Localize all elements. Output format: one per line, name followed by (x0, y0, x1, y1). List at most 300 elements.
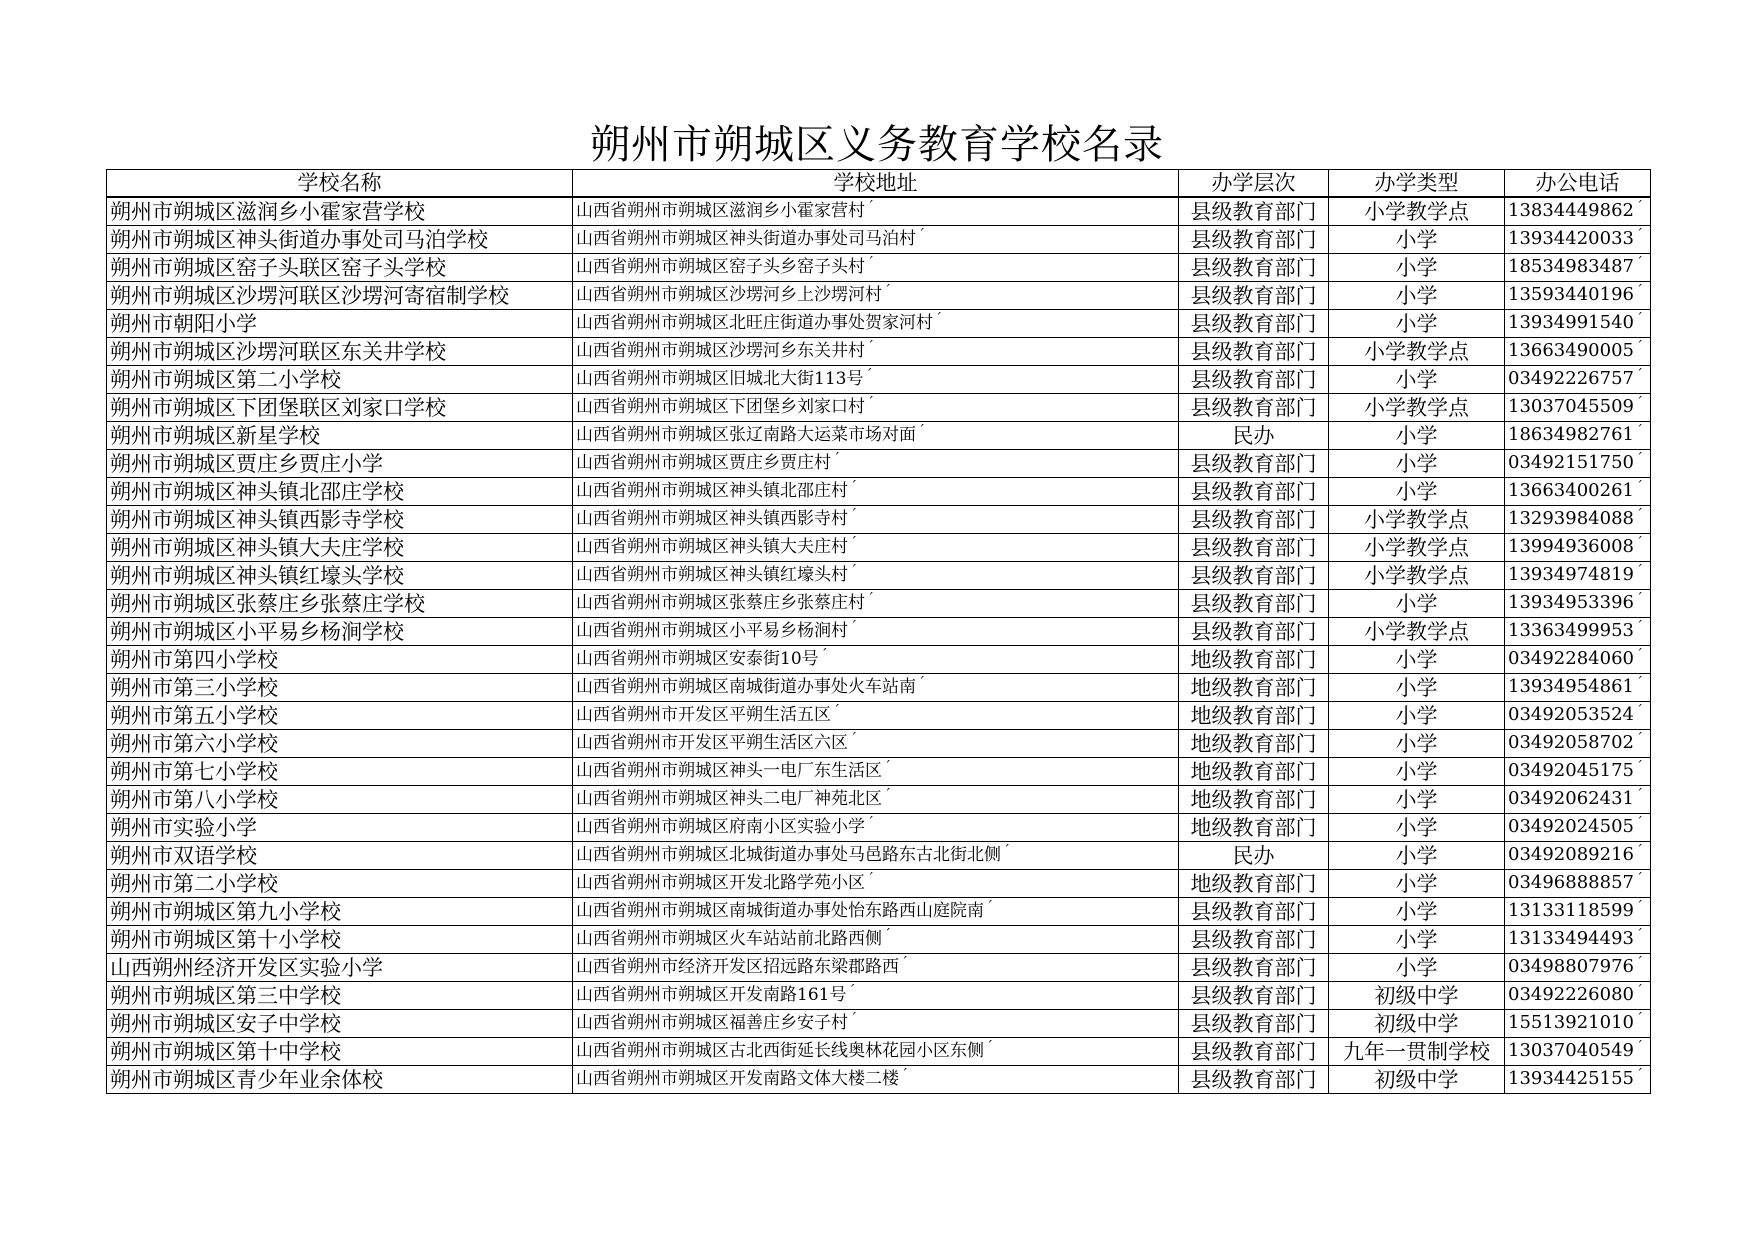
office-phone-cell (1505, 450, 1651, 478)
school-type-cell-text: 小学教学点 (1364, 619, 1469, 644)
school-address-cell (573, 226, 1179, 254)
text-format-marker: ´ (1635, 955, 1643, 971)
school-address-cell (573, 1066, 1179, 1094)
text-format-marker: ´ (1635, 1067, 1643, 1083)
school-type-cell (1329, 478, 1505, 506)
school-level-cell (1179, 478, 1329, 506)
office-phone-cell (1505, 1066, 1651, 1094)
school-type-cell-text: 小学 (1395, 367, 1438, 392)
school-type-cell (1329, 982, 1505, 1010)
school-name-cell-text: 朔州市朔城区第十中学校 (110, 1039, 341, 1064)
table-row (107, 394, 1651, 422)
school-name-cell-text: 朔州市第八小学校 (110, 787, 278, 812)
school-address-cell-text: 山西省朔州市朔城区南城街道办事处怡东路西山庭院南 (576, 901, 984, 921)
school-level-cell-text: 县级教育部门 (1190, 619, 1317, 644)
school-address-cell-text: 山西省朔州市朔城区滋润乡小霍家营村 (576, 201, 865, 221)
school-type-cell-text: 小学 (1395, 731, 1438, 756)
school-name-cell (107, 338, 573, 366)
school-address-cell (573, 1010, 1179, 1038)
school-address-cell (573, 562, 1179, 590)
table-row (107, 674, 1651, 702)
school-name-cell (107, 226, 573, 254)
school-type-cell-text: 小学 (1395, 955, 1438, 980)
office-phone-cell-text: 13934425155 (1508, 1068, 1634, 1089)
school-type-cell-text: 小学教学点 (1364, 535, 1469, 560)
school-level-cell (1179, 954, 1329, 982)
school-address-cell-text: 山西省朔州市朔城区北旺庄街道办事处贺家河村 (576, 313, 933, 333)
school-level-cell-text: 县级教育部门 (1190, 199, 1317, 224)
school-name-cell (107, 758, 573, 786)
school-name-cell (107, 702, 573, 730)
text-format-marker: ´ (850, 479, 857, 495)
school-name-cell-text: 朔州市朔城区第二小学校 (110, 367, 341, 392)
school-name-cell (107, 1038, 573, 1066)
text-format-marker: ´ (850, 563, 857, 579)
school-name-cell (107, 982, 573, 1010)
office-phone-cell-text: 13934420033 (1508, 228, 1634, 249)
table-row (107, 954, 1651, 982)
text-format-marker: ´ (867, 255, 874, 271)
school-level-cell-text: 县级教育部门 (1190, 1039, 1317, 1064)
school-level-cell-text: 县级教育部门 (1190, 927, 1317, 952)
school-name-cell-text: 朔州市朝阳小学 (110, 311, 257, 336)
school-type-cell-text: 小学 (1395, 255, 1438, 280)
school-name-cell (107, 1010, 573, 1038)
school-name-cell (107, 926, 573, 954)
text-format-marker: ´ (1635, 1011, 1643, 1027)
school-roster-table (106, 169, 1651, 1094)
office-phone-cell (1505, 478, 1651, 506)
text-format-marker: ´ (867, 591, 874, 607)
office-phone-cell-text: 13363499953 (1508, 620, 1634, 641)
school-name-cell (107, 562, 573, 590)
school-type-cell-text: 小学 (1395, 899, 1438, 924)
school-level-cell (1179, 1010, 1329, 1038)
school-type-cell (1329, 394, 1505, 422)
table-row (107, 534, 1651, 562)
office-phone-cell-text: 03496888857 (1508, 872, 1634, 893)
text-format-marker: ´ (865, 367, 873, 383)
school-name-cell (107, 197, 573, 226)
office-phone-cell (1505, 506, 1651, 534)
text-format-marker: ´ (850, 507, 857, 523)
school-type-cell (1329, 842, 1505, 870)
school-type-cell (1329, 786, 1505, 814)
school-address-cell (573, 478, 1179, 506)
school-address-cell-text: 山西省朔州市朔城区安泰街10号 (576, 649, 819, 669)
school-address-cell-text: 山西省朔州市朔城区神头二电厂神苑北区 (576, 789, 882, 809)
office-phone-cell-text: 03492151750 (1508, 452, 1634, 473)
office-phone-cell (1505, 254, 1651, 282)
school-address-cell (573, 534, 1179, 562)
school-level-cell (1179, 226, 1329, 254)
school-address-cell-text: 山西省朔州市朔城区开发北路学苑小区 (576, 873, 865, 893)
text-format-marker: ´ (1635, 927, 1643, 943)
school-level-cell-text: 民办 (1232, 423, 1275, 448)
table-row (107, 310, 1651, 338)
school-level-cell (1179, 814, 1329, 842)
text-format-marker: ´ (867, 815, 874, 831)
school-type-cell-text: 小学教学点 (1364, 563, 1469, 588)
text-format-marker: ´ (1635, 759, 1643, 775)
text-format-marker: ´ (918, 227, 925, 243)
table-row (107, 590, 1651, 618)
school-name-cell-text: 朔州市朔城区滋润乡小霍家营学校 (110, 199, 425, 224)
text-format-marker: ´ (1635, 451, 1643, 467)
school-type-cell-text: 小学 (1395, 283, 1438, 308)
table-row (107, 842, 1651, 870)
school-address-cell-text: 山西省朔州市朔城区窑子头乡窑子头村 (576, 257, 865, 277)
office-phone-cell-text: 13934953396 (1508, 592, 1634, 613)
school-type-cell-text: 小学 (1395, 227, 1438, 252)
school-level-cell-text: 民办 (1232, 843, 1275, 868)
school-level-cell-text: 县级教育部门 (1190, 227, 1317, 252)
school-address-cell (573, 618, 1179, 646)
school-address-cell (573, 870, 1179, 898)
table-row (107, 226, 1651, 254)
table-row (107, 870, 1651, 898)
office-phone-cell (1505, 226, 1651, 254)
table-row (107, 646, 1651, 674)
school-level-cell (1179, 982, 1329, 1010)
office-phone-cell (1505, 702, 1651, 730)
school-type-cell-text: 小学 (1395, 647, 1438, 672)
school-address-cell (573, 450, 1179, 478)
office-phone-cell (1505, 842, 1651, 870)
school-type-cell-text: 小学教学点 (1364, 395, 1469, 420)
text-format-marker: ´ (1635, 843, 1643, 859)
table-row (107, 450, 1651, 478)
school-type-cell-text: 初级中学 (1374, 983, 1459, 1008)
school-name-cell-text: 山西朔州经济开发区实验小学 (110, 955, 383, 980)
text-format-marker: ´ (884, 787, 891, 803)
school-type-cell (1329, 702, 1505, 730)
table-row (107, 786, 1651, 814)
table-row (107, 814, 1651, 842)
school-level-cell (1179, 786, 1329, 814)
school-type-cell-text: 小学 (1395, 843, 1438, 868)
text-format-marker: ´ (918, 675, 925, 691)
school-type-cell-text: 小学 (1395, 675, 1438, 700)
school-level-cell-text: 地级教育部门 (1190, 647, 1317, 672)
school-address-cell-text: 山西省朔州市朔城区开发南路文体大楼二楼 (576, 1069, 899, 1089)
school-name-cell (107, 506, 573, 534)
office-phone-cell-text: 13133118599 (1508, 900, 1634, 921)
school-address-cell (573, 786, 1179, 814)
office-phone-cell (1505, 786, 1651, 814)
header-office-phone: 办公电话 (1505, 170, 1651, 198)
school-type-cell (1329, 954, 1505, 982)
school-name-cell-text: 朔州市第五小学校 (110, 703, 278, 728)
text-format-marker: ´ (850, 1011, 857, 1027)
school-type-cell-text: 小学 (1395, 815, 1438, 840)
office-phone-cell-text: 18634982761 (1508, 424, 1634, 445)
header-school-type: 办学类型 (1329, 170, 1505, 198)
school-address-cell-text: 山西省朔州市朔城区神头镇北邵庄村 (576, 481, 848, 501)
school-level-cell-text: 县级教育部门 (1190, 451, 1317, 476)
table-row (107, 366, 1651, 394)
school-address-cell (573, 366, 1179, 394)
office-phone-cell-text: 03492058702 (1508, 732, 1634, 753)
table-row (107, 422, 1651, 450)
text-format-marker: ´ (918, 423, 925, 439)
school-name-cell-text: 朔州市朔城区青少年业余体校 (110, 1067, 383, 1092)
school-name-cell (107, 478, 573, 506)
text-format-marker: ´ (848, 983, 856, 999)
text-format-marker: ´ (1635, 395, 1643, 411)
school-level-cell (1179, 254, 1329, 282)
text-format-marker: ´ (1635, 479, 1643, 495)
school-level-cell-text: 县级教育部门 (1190, 899, 1317, 924)
school-level-cell (1179, 870, 1329, 898)
text-format-marker: ´ (1635, 899, 1643, 915)
school-address-cell-text: 山西省朔州市经济开发区招远路东梁郡路西 (576, 957, 899, 977)
school-type-cell (1329, 870, 1505, 898)
school-address-cell (573, 254, 1179, 282)
school-address-cell (573, 394, 1179, 422)
text-format-marker: ´ (1635, 423, 1643, 439)
text-format-marker: ´ (1635, 675, 1643, 691)
office-phone-cell (1505, 338, 1651, 366)
text-format-marker: ´ (1003, 843, 1010, 859)
school-type-cell (1329, 534, 1505, 562)
school-address-cell-text: 山西省朔州市朔城区福善庄乡安子村 (576, 1013, 848, 1033)
text-format-marker: ´ (901, 1067, 908, 1083)
school-name-cell-text: 朔州市朔城区神头镇北邵庄学校 (110, 479, 404, 504)
text-format-marker: ´ (1635, 535, 1643, 551)
school-name-cell-text: 朔州市朔城区第十小学校 (110, 927, 341, 952)
office-phone-cell (1505, 646, 1651, 674)
school-type-cell (1329, 506, 1505, 534)
school-type-cell (1329, 1038, 1505, 1066)
school-level-cell (1179, 1066, 1329, 1094)
school-name-cell-text: 朔州市朔城区神头街道办事处司马泊学校 (110, 227, 488, 252)
school-address-cell-text: 山西省朔州市开发区平朔生活五区 (576, 705, 831, 725)
school-type-cell (1329, 282, 1505, 310)
text-format-marker: ´ (1635, 563, 1643, 579)
school-type-cell (1329, 1066, 1505, 1094)
school-level-cell-text: 县级教育部门 (1190, 563, 1317, 588)
school-type-cell-text: 小学 (1395, 591, 1438, 616)
text-format-marker: ´ (1635, 619, 1643, 635)
school-type-cell (1329, 1010, 1505, 1038)
office-phone-cell (1505, 1010, 1651, 1038)
table-row (107, 618, 1651, 646)
school-level-cell (1179, 282, 1329, 310)
school-name-cell-text: 朔州市第六小学校 (110, 731, 278, 756)
office-phone-cell-text: 13994936008 (1508, 536, 1634, 557)
school-name-cell-text: 朔州市双语学校 (110, 843, 257, 868)
school-name-cell (107, 534, 573, 562)
school-level-cell (1179, 1038, 1329, 1066)
school-name-cell-text: 朔州市朔城区安子中学校 (110, 1011, 341, 1036)
office-phone-cell-text: 13663400261 (1508, 480, 1634, 501)
school-level-cell (1179, 730, 1329, 758)
school-level-cell-text: 县级教育部门 (1190, 311, 1317, 336)
school-address-cell-text: 山西省朔州市朔城区张蔡庄乡张蔡庄村 (576, 593, 865, 613)
school-name-cell-text: 朔州市第四小学校 (110, 647, 278, 672)
school-name-cell (107, 954, 573, 982)
school-type-cell (1329, 674, 1505, 702)
school-type-cell (1329, 197, 1505, 226)
school-type-cell-text: 小学教学点 (1364, 507, 1469, 532)
school-type-cell-text: 小学 (1395, 703, 1438, 728)
office-phone-cell-text: 03498807976 (1508, 956, 1634, 977)
school-name-cell-text: 朔州市第二小学校 (110, 871, 278, 896)
school-type-cell (1329, 758, 1505, 786)
school-level-cell-text: 县级教育部门 (1190, 1067, 1317, 1092)
school-level-cell (1179, 366, 1329, 394)
school-address-cell (573, 674, 1179, 702)
school-type-cell-text: 初级中学 (1374, 1067, 1459, 1092)
text-format-marker: ´ (1635, 311, 1643, 327)
school-name-cell (107, 786, 573, 814)
school-type-cell (1329, 898, 1505, 926)
school-level-cell-text: 县级教育部门 (1190, 591, 1317, 616)
office-phone-cell (1505, 898, 1651, 926)
office-phone-cell (1505, 562, 1651, 590)
table-row (107, 506, 1651, 534)
text-format-marker: ´ (1635, 731, 1643, 747)
office-phone-cell (1505, 926, 1651, 954)
school-address-cell-text: 山西省朔州市朔城区神头镇西影寺村 (576, 509, 848, 529)
text-format-marker: ´ (867, 339, 874, 355)
text-format-marker: ´ (1635, 227, 1643, 243)
school-type-cell-text: 小学 (1395, 423, 1438, 448)
text-format-marker: ´ (1635, 787, 1643, 803)
school-address-cell (573, 982, 1179, 1010)
school-type-cell (1329, 618, 1505, 646)
table-row (107, 1066, 1651, 1094)
table-row (107, 478, 1651, 506)
school-type-cell (1329, 422, 1505, 450)
office-phone-cell-text: 03492284060 (1508, 648, 1634, 669)
school-level-cell-text: 县级教育部门 (1190, 983, 1317, 1008)
school-level-cell-text: 地级教育部门 (1190, 787, 1317, 812)
school-address-cell-text: 山西省朔州市朔城区南城街道办事处火车站南 (576, 677, 916, 697)
office-phone-cell-text: 13037045509 (1508, 396, 1634, 417)
school-name-cell (107, 590, 573, 618)
school-name-cell-text: 朔州市朔城区窑子头联区窑子头学校 (110, 255, 446, 280)
school-level-cell (1179, 618, 1329, 646)
school-type-cell-text: 小学 (1395, 311, 1438, 336)
school-level-cell (1179, 702, 1329, 730)
text-format-marker: ´ (1635, 983, 1643, 999)
school-address-cell-text: 山西省朔州市朔城区沙塄河乡上沙塄河村 (576, 285, 882, 305)
office-phone-cell (1505, 422, 1651, 450)
text-format-marker: ´ (935, 311, 942, 327)
school-address-cell-text: 山西省朔州市朔城区小平易乡杨涧村 (576, 621, 848, 641)
school-name-cell (107, 366, 573, 394)
school-type-cell-text: 小学教学点 (1364, 339, 1469, 364)
school-name-cell-text: 朔州市朔城区神头镇大夫庄学校 (110, 535, 404, 560)
school-name-cell (107, 310, 573, 338)
school-address-cell (573, 506, 1179, 534)
office-phone-cell-text: 03492226757 (1508, 368, 1634, 389)
school-name-cell (107, 870, 573, 898)
text-format-marker: ´ (850, 619, 857, 635)
office-phone-cell (1505, 954, 1651, 982)
school-level-cell-text: 县级教育部门 (1190, 507, 1317, 532)
school-level-cell-text: 县级教育部门 (1190, 1011, 1317, 1036)
office-phone-cell-text: 13037040549 (1508, 1040, 1634, 1061)
school-address-cell-text: 山西省朔州市朔城区神头一电厂东生活区 (576, 761, 882, 781)
office-phone-cell (1505, 394, 1651, 422)
text-format-marker: ´ (867, 395, 874, 411)
school-name-cell-text: 朔州市朔城区新星学校 (110, 423, 320, 448)
school-address-cell-text: 山西省朔州市朔城区火车站站前北路西侧 (576, 929, 882, 949)
table-row (107, 926, 1651, 954)
school-address-cell (573, 814, 1179, 842)
school-name-cell (107, 422, 573, 450)
school-name-cell-text: 朔州市实验小学 (110, 815, 257, 840)
text-format-marker: ´ (1635, 591, 1643, 607)
text-format-marker: ´ (1635, 647, 1643, 663)
text-format-marker: ´ (867, 199, 874, 215)
school-type-cell (1329, 590, 1505, 618)
office-phone-cell-text: 13593440196 (1508, 284, 1634, 305)
school-type-cell-text: 小学 (1395, 927, 1438, 952)
school-name-cell (107, 1066, 573, 1094)
table-row (107, 282, 1651, 310)
school-level-cell (1179, 450, 1329, 478)
school-level-cell-text: 县级教育部门 (1190, 339, 1317, 364)
school-address-cell (573, 758, 1179, 786)
office-phone-cell-text: 13133494493 (1508, 928, 1634, 949)
table-row (107, 982, 1651, 1010)
school-name-cell (107, 674, 573, 702)
school-type-cell (1329, 366, 1505, 394)
text-format-marker: ´ (1635, 339, 1643, 355)
school-level-cell (1179, 646, 1329, 674)
office-phone-cell (1505, 814, 1651, 842)
school-name-cell-text: 朔州市第三小学校 (110, 675, 278, 700)
office-phone-cell-text: 03492089216 (1508, 844, 1634, 865)
text-format-marker: ´ (1635, 367, 1643, 383)
school-address-cell-text: 山西省朔州市朔城区下团堡乡刘家口村 (576, 397, 865, 417)
school-level-cell (1179, 422, 1329, 450)
school-name-cell-text: 朔州市第七小学校 (110, 759, 278, 784)
text-format-marker: ´ (1635, 283, 1643, 299)
school-address-cell (573, 926, 1179, 954)
school-address-cell (573, 590, 1179, 618)
text-format-marker: ´ (850, 535, 857, 551)
office-phone-cell-text: 13663490005 (1508, 340, 1634, 361)
school-address-cell-text: 山西省朔州市开发区平朔生活区六区 (576, 733, 848, 753)
school-address-cell (573, 842, 1179, 870)
school-address-cell (573, 338, 1179, 366)
school-address-cell (573, 422, 1179, 450)
school-name-cell-text: 朔州市朔城区沙塄河联区东关井学校 (110, 339, 446, 364)
table-row (107, 898, 1651, 926)
school-address-cell (573, 310, 1179, 338)
school-type-cell (1329, 646, 1505, 674)
text-format-marker: ´ (1635, 815, 1643, 831)
text-format-marker: ´ (833, 703, 840, 719)
school-address-cell (573, 646, 1179, 674)
text-format-marker: ´ (884, 283, 891, 299)
text-format-marker: ´ (850, 731, 857, 747)
school-name-cell (107, 618, 573, 646)
school-name-cell-text: 朔州市朔城区沙塄河联区沙塄河寄宿制学校 (110, 283, 509, 308)
school-level-cell (1179, 197, 1329, 226)
school-level-cell-text: 地级教育部门 (1190, 703, 1317, 728)
table-row (107, 1038, 1651, 1066)
table-row (107, 702, 1651, 730)
school-address-cell-text: 山西省朔州市朔城区沙塄河乡东关井村 (576, 341, 865, 361)
office-phone-cell-text: 03492053524 (1508, 704, 1634, 725)
school-level-cell (1179, 310, 1329, 338)
